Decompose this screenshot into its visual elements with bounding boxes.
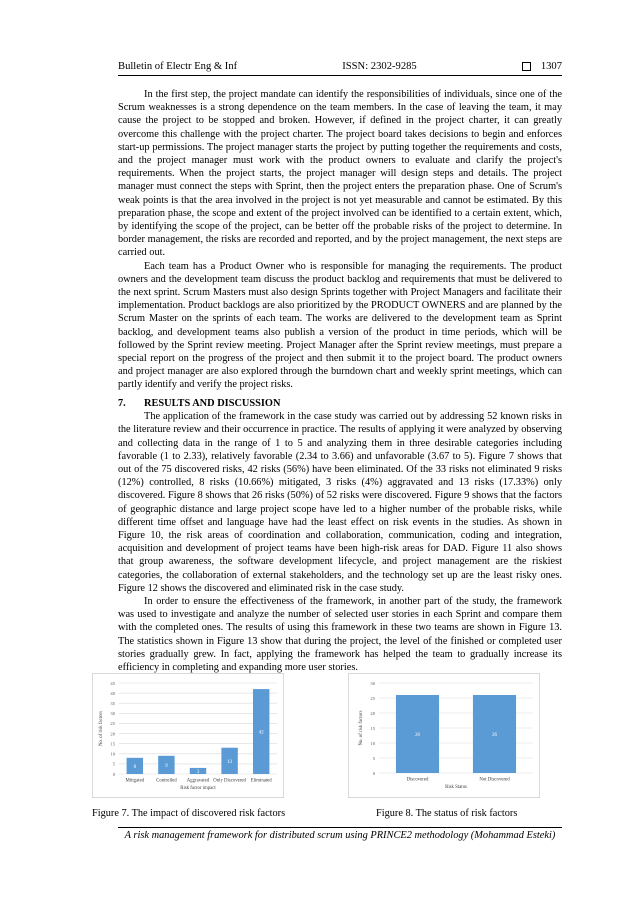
paragraph: Each team has a Product Owner who is responsible for managing the requirements. The product owners and the development team discuss the product backlog and requirements that must be delivered to the next sprint. Scrum Masters must also design Sprints together with Project Managers and facilitate their implementation. Product backlogs are also prioritized by the PRODUCT OWNERS and are planned by the Scrum Master on the sprints of each team. The works are delivered to the development team as Sprint backlog, and development teams also publish a version of the product in time periods, which will be followed by the Sprint review meeting. Project Manager after the Sprint review meetings, must prepare a special report on the progress of the project and then submit it to the project board. The product owners and project manager are also explored through the burndown chart and weekly sprint meetings, which can partly identify and verify the project risks.	[118, 260, 562, 391]
y-tick-label: 5	[372, 755, 375, 761]
category-label: Mitigated	[125, 778, 145, 784]
y-tick-label: 25	[370, 695, 375, 701]
running-header	[118, 58, 562, 74]
category-label: Aggravated	[186, 778, 210, 784]
journal-name: Bulletin of Electr Eng & Inf	[118, 60, 238, 72]
figure-7-chart	[92, 673, 284, 798]
y-tick-label: 20	[370, 710, 375, 716]
figure-8-caption: Figure 8. The status of risk factors	[376, 808, 518, 819]
category-label: Controlled	[156, 778, 177, 784]
issn: ISSN: 2302-9285	[342, 60, 417, 72]
category-label: Not Discovered	[479, 777, 510, 783]
data-label: 8	[133, 764, 137, 770]
figure-7-svg	[93, 674, 283, 797]
y-tick-label: 10	[110, 751, 115, 757]
data-label: 3	[196, 769, 200, 775]
category-label: Eliminated	[250, 778, 272, 784]
y-tick-label: 35	[110, 701, 115, 707]
x-axis-title: Risk factor impact	[180, 786, 216, 791]
results-section	[118, 397, 562, 674]
section-number: 7.	[118, 398, 126, 409]
y-tick-label: 5	[112, 761, 115, 767]
checkbox-square-icon	[522, 62, 531, 71]
data-label: 9	[165, 763, 168, 769]
data-label: 13	[227, 759, 232, 765]
header-rule	[118, 75, 562, 76]
paragraph: The application of the framework in the case study was carried out by addressing 52 known risks in the literature review and their occurrence in practice. The results of applying it were analyzed by observing and collecting data in the range of 1 to 5 and analyzing them in three desirable categories including favorable (1 to 2.33), relatively favorable (2.34 to 3.66) and unfavorable (3.67 to 5). Figure 7 shows that out of the 75 discovered risks, 42 risks (56%) have been eliminated. Of the 33 risks not eliminated 9 risks (12%) controlled, 8 risks (10.66%) mitigated, 3 risks (4%) aggravated and 13 risks (17.33%) only discovered. Figure 8 shows that 26 risks (50%) of 52 risks were discovered. Figure 9 shows that the factors of geographic distance and large project scope have led to a higher number of the probable risks, while different time offset and language have had the least effect on risk events in the studies. As shown in Figure 10, the risk areas of coordination and collaboration, communication, coding and integration, acquisition and development of project teams have been high-risk areas for DAD. Figure 11 also shows that group awareness, the software development lifecycle, and project management are the riskiest categories, the collaboration of external stakeholders, and the technology set up are the least risky ones. Figure 12 shows the discovered and eliminated risk in the case study.	[118, 411, 562, 594]
y-tick-label: 10	[370, 740, 375, 746]
x-axis-title: Risk Status	[445, 785, 467, 790]
footer-rule	[118, 827, 562, 828]
running-footer: A risk management framework for distributed scrum using PRINCE2 methodology (Mohammad Esteki)	[124, 830, 556, 841]
y-tick-label: 25	[110, 721, 115, 727]
y-tick-label: 40	[110, 690, 115, 696]
y-tick-label: 0	[372, 770, 375, 776]
section-title: RESULTS AND DISCUSSION	[144, 398, 281, 409]
paragraph: In the first step, the project mandate can identify the responsibilities of individuals, since one of the Scrum weaknesses is a strong dependence on the team members. In the case of leaving the team, it may cause the project to be stopped and broken. However, if defined in the project charter, it can greatly overcome this challenge with the project charter. The project board takes decisions to begin and enforces start-up permissions. The project manager starts the project by putting together the requirements and costs, and the project manager must work with the product owners to evaluate and clarify the project's requirements. When the project starts, the project manager will design steps and details. The project manager must connect the steps with Sprint, then the project enters the preparation phase. One of Scrum's weak points is that the area involved in the project is not yet measurable and cannot be estimated. By this preparation phase, the scope and extent of the project involved can be identified to a certain extent, which, by identifying the scope of the project, can be better off the probable risks of the project to determine. In border management, the risks are recorded and reported, and by the project management, the next steps are carried out.	[118, 89, 562, 259]
data-label: 26	[415, 733, 420, 738]
page-number-group	[522, 61, 562, 72]
y-axis-title: No. of risk factors	[99, 711, 104, 746]
intro-text	[118, 88, 562, 392]
paragraph: In order to ensure the effectiveness of the framework, in another part of the study, the framework was used to investigate and analyze the number of selected user stories in each Sprint and compare them with the completed ones. The results of using this framework in these two teams are shown in Figure 13. The statistics shown in Figure 13 show that during the project, the level of the finished or completed user stories gradually grew. In fact, applying the framework has helped the team to gradually increase its efficiency in completing and expanding more user stories.	[118, 596, 562, 674]
data-label: 42	[258, 730, 264, 736]
figure-8-chart	[348, 673, 540, 798]
section-heading	[118, 397, 562, 410]
y-tick-label: 45	[110, 680, 115, 686]
y-axis-title: No. of risk factors	[359, 710, 364, 746]
y-tick-label: 15	[370, 725, 375, 731]
data-label: 26	[492, 733, 497, 738]
page-number: 1307	[540, 60, 562, 72]
figure-7-caption: Figure 7. The impact of discovered risk factors	[92, 808, 286, 819]
y-tick-label: 0	[112, 771, 115, 777]
y-tick-label: 30	[110, 711, 115, 717]
y-tick-label: 20	[110, 731, 115, 737]
category-label: Discovered	[406, 777, 429, 783]
category-label: Only Discovered	[213, 778, 246, 784]
y-tick-label: 15	[110, 741, 115, 747]
y-tick-label: 30	[370, 680, 375, 686]
figure-8-svg	[349, 674, 539, 797]
